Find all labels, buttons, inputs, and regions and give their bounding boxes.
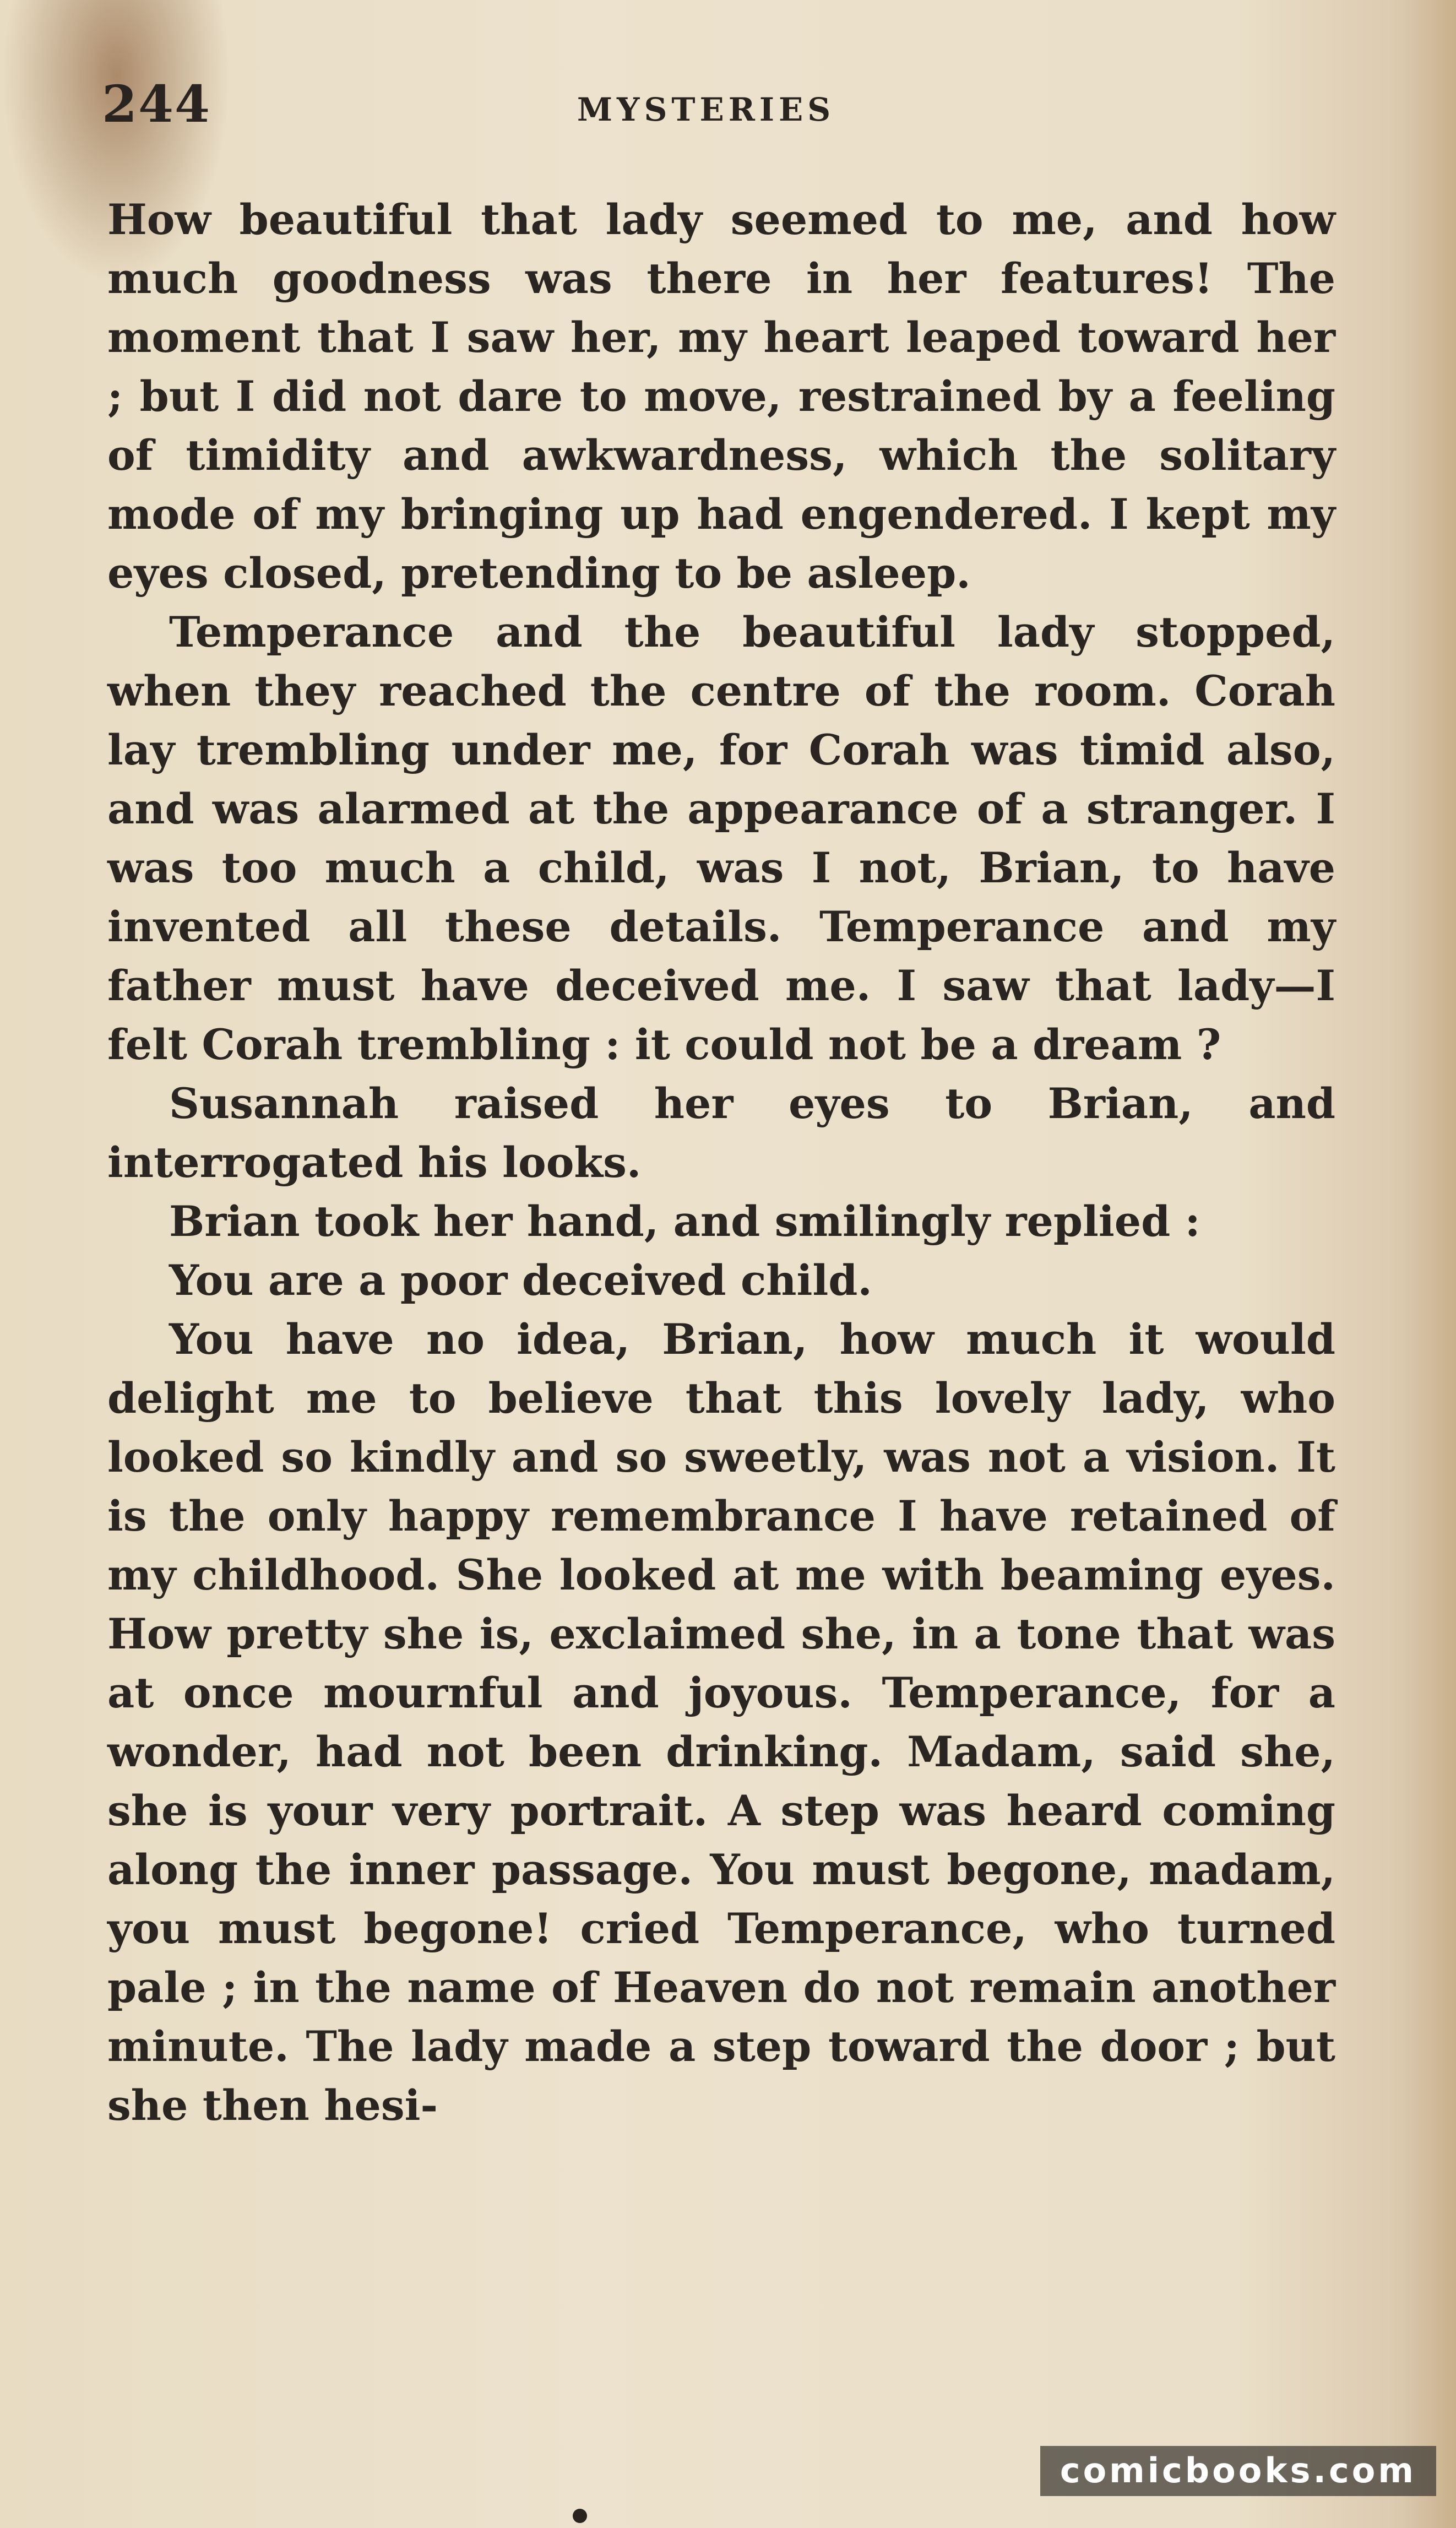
paragraph: Susannah raised her eyes to Brian, and interrogated his looks. [107, 1079, 1335, 1187]
paragraph: How beautiful that lady seemed to me, and how much goodness was there in her features! The moment that I saw her, my heart leaped toward her ; but I did not dare to move, restrained by a feeling of timidity and awkwardness, which the solitary mode of my bringing up had engendered. I kept my eyes closed, pretending to be asleep. [107, 195, 1335, 598]
paragraph: Brian took her hand, and smilingly replied : [169, 1197, 1200, 1246]
paragraph: You have no idea, Brian, how much it would delight me to believe that this lovely lady, who looked so kindly and so sweetly, was not a vision. It is the only happy remembrance I have retained of my childhood. She looked at me with beaming eyes. How pretty she is, exclaimed she, in a tone that was at once mournful and joyous. Temperance, for a wonder, had not been drinking. Madam, said she, she is your very portrait. A step was heard coming along the inner passage. You must begone, madam, you must begone! cried Temperance, who turned pale ; in the name of Heaven do not remain another minute. The lady made a step toward the door ; but she then hesi- [107, 1315, 1335, 2130]
running-head: MYSTERIES [577, 91, 835, 128]
body-text [107, 190, 1335, 2135]
page-number: 244 [102, 74, 211, 134]
paragraph: You are a poor deceived child. [169, 1256, 872, 1305]
watermark: comicbooks.com [1040, 2446, 1436, 2496]
paragraph: Temperance and the beautiful lady stopped, when they reached the centre of the room. Corah lay trembling under me, for Corah was timid also, and was alarmed at the appearance of a stranger. I was too much a child, was I not, Brian, to have invented all these details. Temperance and my father must have deceived me. I saw that lady—I felt Corah trembling : it could not be a dream ? [107, 607, 1335, 1069]
ink-dot [573, 2509, 587, 2523]
